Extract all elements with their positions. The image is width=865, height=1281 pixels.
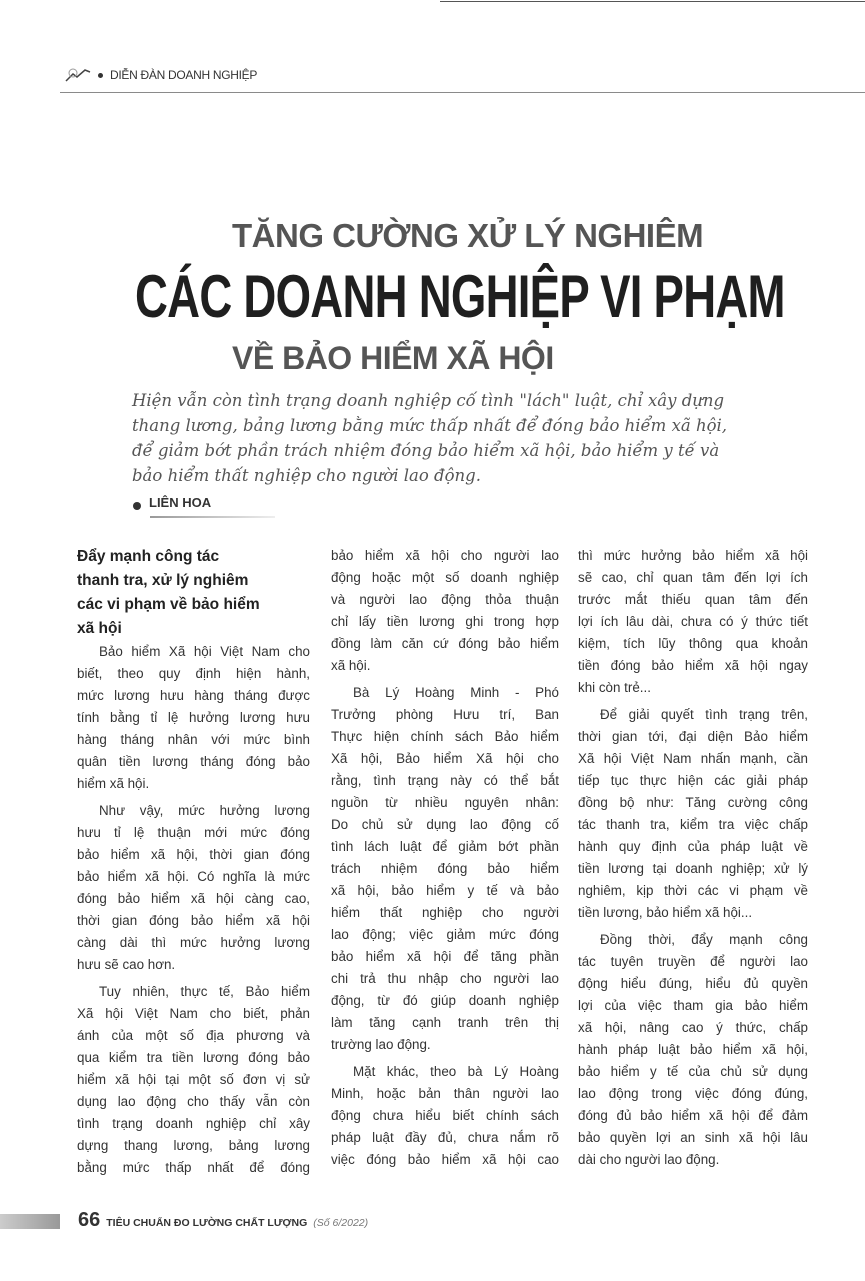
subheading-line: các vi phạm về bảo hiểm: [77, 596, 260, 613]
text-line: nghiêm, kịp thời các vi phạm về: [578, 883, 808, 898]
text-line: bằng mức thấp nhất để đóng: [77, 1160, 310, 1175]
lead-line: để giảm bớt phần trách nhiệm đóng bảo hiểm xã hội, bảo hiểm y tế và: [132, 441, 720, 460]
section-rule: [60, 92, 865, 93]
text-line: động, từ đó giúp doanh nghiệp: [331, 993, 559, 1008]
text-line: động chưa hiểu biết chính sách: [331, 1108, 559, 1123]
text-line: sẽ cao, chỉ quan tâm đến lợi ích: [578, 570, 808, 585]
headline-line-2: CÁC DOANH NGHIỆP VI PHẠM: [135, 263, 785, 330]
paragraph: [331, 682, 559, 1056]
text-line: Để giải quyết tình trạng trên,: [600, 707, 808, 722]
article-column-3: [578, 545, 808, 1171]
headline-line-1: TĂNG CƯỜNG XỬ LÝ NGHIÊM: [232, 217, 704, 254]
text-line: chi trả thu nhập cho người lao: [331, 971, 559, 986]
text-line: làm tăng cạnh tranh trên thị: [331, 1015, 559, 1030]
lead-line: bảo hiểm thất nghiệp cho người lao động.: [132, 466, 481, 485]
top-rule: [440, 1, 865, 2]
text-line: tác thanh tra, kiểm tra việc chấp: [578, 817, 808, 832]
paragraph: [77, 641, 310, 795]
article-column-1: [77, 545, 310, 1179]
text-line: tính bằng tỉ lệ hưởng lương hưu: [77, 710, 310, 725]
subheading-line: xã hội: [77, 620, 122, 637]
text-line: Minh, hoặc bản thân người lao: [331, 1086, 559, 1101]
byline-rule: [150, 516, 275, 518]
text-line: mức lương hưu hàng tháng được: [77, 688, 310, 703]
text-line: bảo hiểm xã hội cho người lao: [331, 548, 559, 563]
text-line: Xã hội Việt Nam nhấn mạnh, cần: [578, 751, 808, 766]
text-line: đồng làm căn cứ đóng bảo hiểm: [331, 636, 559, 651]
text-line: hưu tỉ lệ thuận mới mức đóng: [77, 825, 310, 840]
text-line: dựng thang lương, bảng lương: [77, 1138, 310, 1153]
text-line: hàng tháng nhân với mức bình: [77, 732, 310, 747]
text-line: tác tuyên truyền để người lao: [578, 954, 808, 969]
text-line: và người lao động thỏa thuận: [331, 592, 559, 607]
chart-line-icon: [65, 68, 91, 82]
section-title: DIỄN ĐÀN DOANH NGHIỆP: [110, 68, 258, 82]
text-line: đồng bộ như: Tăng cường công: [578, 795, 808, 810]
text-line: thời gian đóng bảo hiểm xã hội: [77, 913, 310, 928]
byline: [133, 494, 211, 510]
text-line: tiền lương tại doanh nghiệp; xử lý: [578, 861, 808, 876]
text-line: trường lao động.: [331, 1037, 431, 1052]
issue-number: (Số 6/2022): [313, 1217, 369, 1229]
text-line: càng dài thì mức hưởng lương: [77, 935, 310, 950]
subheading-line: Đẩy mạnh công tác: [77, 548, 220, 565]
text-line: khi còn trẻ...: [578, 680, 651, 695]
text-line: pháp luật đầy đủ, chưa nắm rõ: [331, 1130, 559, 1145]
text-line: dụng lao động cho thấy vẫn còn: [77, 1094, 310, 1109]
paragraph: [578, 929, 808, 1171]
lead-line: Hiện vẫn còn tình trạng doanh nghiệp cố tình "lách" luật, chỉ xây dựng: [132, 391, 725, 410]
text-line: lợi ích lâu dài, chưa có ý thức tiết: [578, 614, 808, 629]
paragraph: [578, 704, 808, 924]
text-line: rằng, tình trạng này có thể bắt: [331, 773, 559, 788]
text-line: Xã hội Việt Nam cho biết, phản: [77, 1006, 310, 1021]
text-line: hiểm thất nghiệp cho người: [331, 905, 559, 920]
author-name: LIÊN HOA: [149, 494, 212, 510]
text-line: lợi của việc tham gia bảo hiểm: [578, 998, 808, 1013]
paragraph: [331, 545, 559, 677]
text-line: đóng đủ bảo hiểm xã hội để đảm: [578, 1108, 808, 1123]
article-column-2: [331, 545, 559, 1171]
text-line: quân tiền lương tháng đóng bảo: [77, 754, 310, 769]
paragraph: [578, 545, 808, 699]
text-line: lao động; việc giảm mức đóng: [331, 927, 559, 942]
footer-bar: [0, 1214, 60, 1229]
text-line: hành quy định của pháp luật về: [578, 839, 808, 854]
text-line: tiếp tục thực hiện các giải pháp: [578, 773, 808, 788]
text-line: xã hội.: [331, 658, 371, 673]
text-line: hành pháp luật bảo hiểm xã hội,: [578, 1042, 808, 1057]
text-line: bảo hiểm xã hội để tăng phần: [331, 949, 559, 964]
text-line: Bảo hiểm Xã hội Việt Nam cho: [99, 644, 310, 659]
text-line: tình lách luật để giảm bớt phần: [331, 839, 559, 854]
section-label: [65, 68, 257, 82]
text-line: tiền lương, bảo hiểm xã hội...: [578, 905, 753, 920]
page-footer: [78, 1209, 368, 1232]
text-line: hiểm xã hội.: [77, 776, 150, 791]
publication-name: TIÊU CHUẨN ĐO LƯỜNG CHẤT LƯỢNG: [106, 1217, 308, 1229]
subheading-line: thanh tra, xử lý nghiêm: [77, 572, 249, 589]
text-line: bảo hiểm xã hội, thời gian đóng: [77, 847, 310, 862]
text-line: xã hội, bảo hiểm y tế và bảo: [331, 883, 559, 898]
text-line: Như vậy, mức hưởng lương: [99, 803, 310, 818]
text-line: biết, theo quy định hiện hành,: [77, 666, 310, 681]
lead-line: thang lương, bảng lương bằng mức thấp nhất để đóng bảo hiểm xã hội,: [132, 416, 728, 435]
text-line: kiệm, tích lũy thông qua khoản: [578, 636, 808, 651]
text-line: thì mức hưởng bảo hiểm xã hội: [578, 548, 808, 563]
text-line: bảo quyền lợi an sinh xã hội lâu: [578, 1130, 808, 1145]
text-line: Do chủ sử dụng lao động cố: [331, 817, 559, 832]
text-line: bảo hiểm xã hội. Có nghĩa là mức: [77, 869, 310, 884]
text-line: Bà Lý Hoàng Minh - Phó: [353, 685, 559, 700]
text-line: qua kiểm tra tiền lương đóng bảo: [77, 1050, 310, 1065]
text-line: Mặt khác, theo bà Lý Hoàng: [353, 1064, 559, 1079]
text-line: trước mắt thiếu quan tâm đến: [578, 592, 808, 607]
text-line: trách nhiệm đóng bảo hiểm: [331, 861, 559, 876]
text-line: nguồn từ nhiều nguyên nhân:: [331, 795, 559, 810]
text-line: bảo hiểm y tế của chủ sử dụng: [578, 1064, 808, 1079]
paragraph: [331, 1061, 559, 1171]
text-line: Tuy nhiên, thực tế, Bảo hiểm: [99, 984, 310, 999]
text-line: xã hội, nâng cao ý thức, chấp: [578, 1020, 808, 1035]
text-line: đóng bảo hiểm xã hội càng cao,: [77, 891, 310, 906]
page-number: 66: [78, 1209, 101, 1231]
text-line: động hiểu đúng, hiểu đủ quyền: [578, 976, 808, 991]
paragraph: [77, 981, 310, 1179]
text-line: thời gian tới, đại diện Bảo hiểm: [578, 729, 808, 744]
text-line: chỉ lấy tiền lương ghi trong hợp: [331, 614, 559, 629]
text-line: dài cho người lao động.: [578, 1152, 720, 1167]
text-line: hưu sẽ cao hơn.: [77, 957, 176, 972]
text-line: động hoặc một số doanh nghiệp: [331, 570, 559, 585]
text-line: tiền đóng bảo hiểm xã hội ngay: [578, 658, 808, 673]
text-line: Đồng thời, đẩy mạnh công: [600, 932, 808, 947]
text-line: ánh của một số địa phương và: [77, 1028, 310, 1043]
text-line: tình trạng doanh nghiệp chỉ xây: [77, 1116, 310, 1131]
bullet-icon: [98, 73, 103, 78]
text-line: Thực hiện chính sách Bảo hiểm: [331, 729, 559, 744]
text-line: Xã hội, Bảo hiểm Xã hội cho: [331, 751, 559, 766]
text-line: Trưởng phòng Hưu trí, Ban: [331, 707, 559, 722]
bullet-icon: [133, 502, 141, 510]
paragraph: [77, 800, 310, 976]
text-line: hiểm xã hội tại một số đơn vị sử: [77, 1072, 310, 1087]
text-line: lao động trong việc đóng đúng,: [578, 1086, 808, 1101]
lead-paragraph: [132, 388, 752, 488]
text-line: việc đóng bảo hiểm xã hội cao: [331, 1152, 559, 1167]
headline-line-3: VỀ BẢO HIỂM XÃ HỘI: [232, 340, 554, 376]
